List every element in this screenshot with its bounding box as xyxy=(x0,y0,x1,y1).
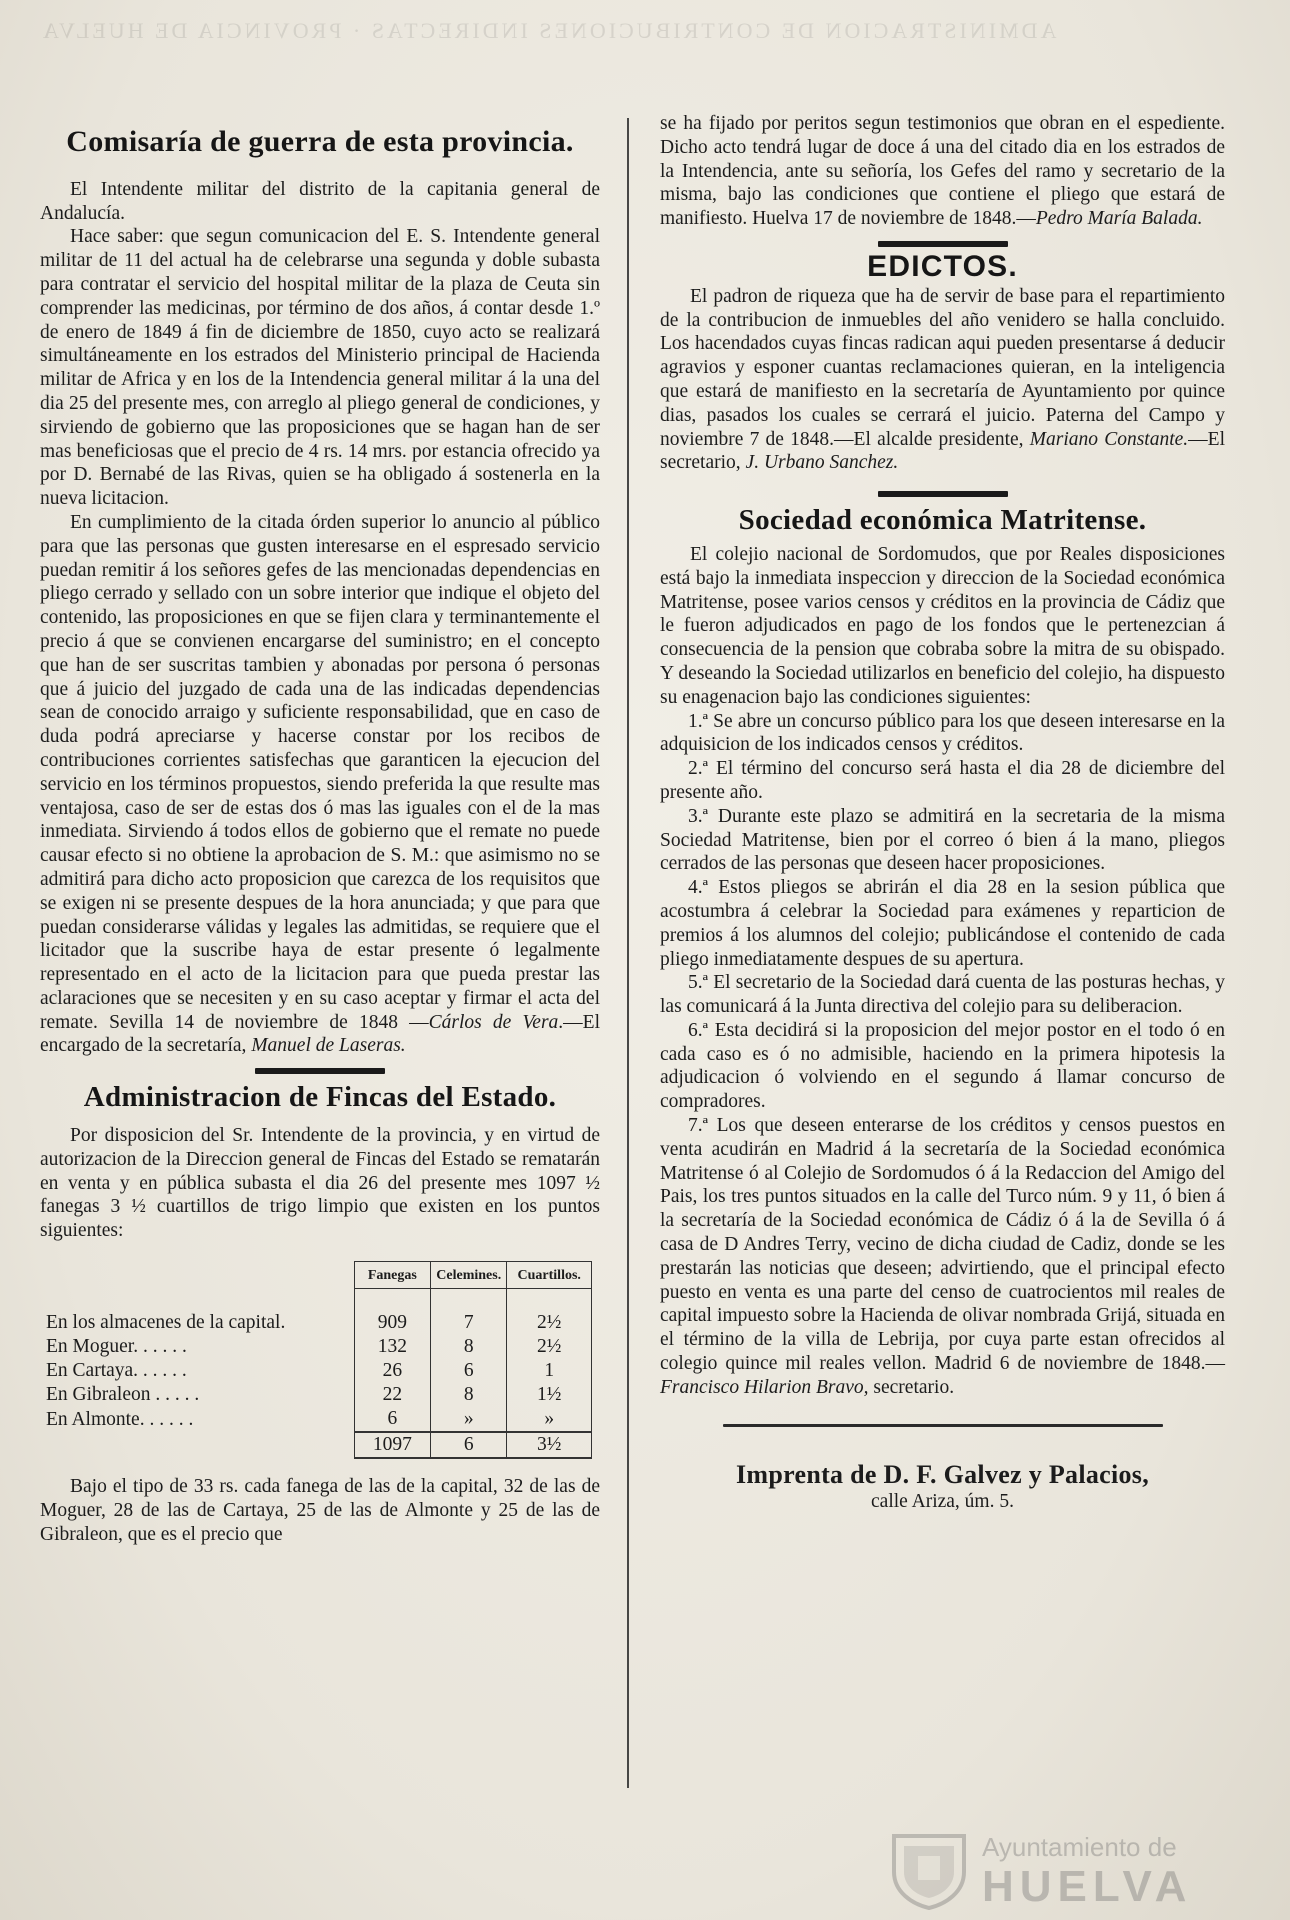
section-title-sociedad: Sociedad económica Matritense. xyxy=(738,504,1147,537)
signature-francisco-hilarion-bravo: Francisco Hilarion Bravo, xyxy=(660,1376,869,1398)
archive-watermark xyxy=(888,1830,1278,1910)
imprint-name: Imprenta de D. F. Galvez y Palacios, xyxy=(735,1459,1150,1489)
imprint-rule xyxy=(723,1424,1163,1427)
signature-manuel-de-laseras: Manuel de Laseras. xyxy=(251,1035,406,1057)
condition-item: 5.ª El secretario de la Sociedad dará cuenta de las posturas hechas, y las comunicará á la Junta directiva del colejio para su deliberacion. xyxy=(660,972,1225,1018)
city-shield-icon xyxy=(888,1832,970,1910)
condition-item: 3.ª Durante este plazo se admitirá en la secretaria de la misma Sociedad Matritense, bien por el correo ó bien á la mano, pliegos cerrados de las personas que deseen hacer proposiciones. xyxy=(660,805,1225,875)
right-column xyxy=(660,112,1225,1514)
edictos-paragraph: El padron de riqueza que ha de servir de base para el repartimiento de la contribucion de inmuebles del año venidero se halla concluido. Los hacendados cuyas fincas radican aqui pueden presentarse á deducir agravios y esponer cuantas reclamaciones quieran, en la inteligencia que estará de manifiesto en la secretaría de Ayuntamiento por quince dias, pasados los cuales se cerrará el juicio. Paterna del Campo y noviembre 7 de 1848.—El alcalde presidente, Mariano Constante.—El secretario, J. Urbano Sanchez. xyxy=(660,285,1225,474)
table-row: En Cartaya. . . . . . 26 6 1 xyxy=(44,1359,592,1383)
condition-item: 2.ª El término del concurso será hasta el dia 28 de diciembre del presente año. xyxy=(660,758,1225,803)
comisaria-intro: El Intendente militar del distrito de la capitania general de Andalucía. xyxy=(40,178,600,224)
table-total-row: 1097 6 3½ xyxy=(44,1432,592,1458)
section-rule xyxy=(878,491,1008,497)
column-divider xyxy=(627,118,629,1788)
comisaria-paragraph-2: En cumplimiento de la citada órden superior lo anuncio al público para que las personas que gusten interesarse en el espresado servicio puedan remitir á los señores gefes de las mencionadas dependencias en pliego cerrado y sellado con un sobre interior que indique el objeto del contenido, las proposiciones en que se fijen clara y terminantemente el precio á que se convienen encargarse del suministro; en el concepto que han de ser suscritas tambien y abonadas por persona ó personas que á juicio del juzgado de cada una de las indicadas dependencias sean de conocido arraigo y suficiente responsabilidad, que en caso de duda podrá apreciarse y hacerse constar por los recibos de contribuciones corrientes satisfechas que garanticen la ejecucion del servicio en los términos propuestos, siendo preferida la que resulte mas ventajosa, caso de ser de estas dos ó mas las iguales con el de la mas inmediata. Sirviendo á todos ellos de gobierno que el remate no puede causar efecto si no obtiene la aprobacion de S. M.: que asimismo no se admitirá para dicho acto proposicion que carezca de los requisitos que se exigen ni se presente despues de la hora anunciada; y que para que puedan considerarse válidas y legales las admitidas, se requiere que el licitador que la suscribe haya de estar presente ó legalmente representado en el acto de la licitacion para que pueda prestar las aclaraciones que se necesiten y en su caso aceptar y firmar el acta del remate. Sevilla 14 de noviembre de 1848 —Cárlos de Vera.—El encargado de la secretaría, Manuel de Laseras. xyxy=(40,511,600,1057)
section-title-fincas: Administracion de Fincas del Estado. xyxy=(83,1081,557,1114)
fincas-paragraph-2: Bajo el tipo de 33 rs. cada fanega de las de la capital, 32 de las de Moguer, 28 de las de Cartaya, 25 de las de Almonte y 25 de las de Gibraleon, que es el precio que xyxy=(40,1476,600,1545)
condition-item: 1.ª Se abre un concurso público para los que deseen interesarse en la adquisicion de los indicados censos y créditos. xyxy=(660,710,1225,756)
condition-item: 4.ª Estos pliegos se abrirán el dia 28 en la sesion pública que acostumbra á celebrar la Sociedad para exámenes y reparticion de premios á los alumnos del colejio; publicándose el contenido de cada pliego inmediatamente despues de su apertura. xyxy=(660,877,1225,970)
fincas-continuation: se ha fijado por peritos segun testimonios que obran en el espediente. Dicho acto tendrá lugar de doce á una del citado dia en los estrados de la Intendencia, ante su señoría, los Gefes del ramo y secretario de la misma, bajo las condiciones que contiene el pliego que estará de manifiesto. Huelva 17 de noviembre de 1848.—Pedro María Balada. xyxy=(660,113,1225,230)
table-header-celemines: Celemines. xyxy=(431,1262,507,1289)
table-row: En Moguer. . . . . . 132 8 2½ xyxy=(44,1335,592,1359)
watermark-line-1: Ayuntamiento de xyxy=(982,1832,1177,1862)
signature-mariano-constante: Mariano Constante. xyxy=(1029,428,1189,450)
table-header-fanegas: Fanegas xyxy=(354,1262,430,1289)
section-rule xyxy=(878,241,1008,247)
section-title-comisaria: Comisaría de guerra de esta provincia. xyxy=(66,125,574,158)
section-title-edictos: EDICTOS. xyxy=(867,249,1018,283)
condition-item: 7.ª Los que deseen enterarse de los créditos y censos puestos en venta acudirán en Madrid á la secretaría de la Sociedad económica Matritense ó al Colejio de Sordomudos ó á la Redaccion del Amigo del Pais, los tres puntos situados en la calle del Turco núm. 9 y 11, ó bien á la secretaría de la Sociedad económica de Cádiz ó á la de Sevilla ó á casa de D Andres Terry, vecino de dicha ciudad de Cadiz, donde se les prestarán las noticias que deseen; advirtiendo, que el principal efecto puesto en venta es una parte del censo de cuatrocientos mil reales de capital impuesto sobre la Hacienda de olivar nombrada Grijá, situada en el término de la villa de Lebrija, por cuya parte estan ofrecidos al colegio quince mil reales vellon. Madrid 6 de noviembre de 1848.—Francisco Hilarion Bravo, secretario. xyxy=(660,1115,1225,1398)
left-column xyxy=(40,118,600,1546)
signature-pedro-maria-balada: Pedro María Balada. xyxy=(1035,208,1203,230)
fincas-paragraph-1: Por disposicion del Sr. Intendente de la provincia, y en virtud de autorizacion de la Direccion general de Fincas del Estado se rematarán en venta y en pública subasta el dia 26 del presente mes 1097 ½ fanegas 3 ½ cuartillos de trigo limpio que existen en los puntos siguientes: xyxy=(40,1125,600,1242)
section-rule xyxy=(255,1068,385,1074)
imprint-address: calle Ariza, úm. 5. xyxy=(871,1491,1014,1513)
signature-carlos-de-vera: Cárlos de Vera xyxy=(428,1011,559,1033)
grain-table xyxy=(44,1261,592,1459)
condition-item: 6.ª Esta decidirá si la proposicion del mejor postor en el todo ó en cada caso es ó no admisible, haciendo en la primera hipotesis la adjudicacion ó volviendo en el segundo á llamar concurso de compradores. xyxy=(660,1019,1225,1113)
signature-urbano-sanchez: J. Urbano Sanchez. xyxy=(745,452,899,474)
table-row: En Gibraleon . . . . . 22 8 1½ xyxy=(44,1383,592,1407)
table-row: En Almonte. . . . . . 6 » » xyxy=(44,1407,592,1432)
table-header-cuartillos: Cuartillos. xyxy=(507,1262,592,1289)
comisaria-paragraph-1: Hace saber: que segun comunicacion del E. S. Intendente general militar de 11 del actual ha de celebrarse una segunda y doble subasta para contratar el servicio del hospital militar de la plaza de Ceuta sin comprender las medicinas, por término de dos años, á contar desde 1.º de enero de 1849 á fin de diciembre de 1850, cuyo acto se realizará simultáneamente en los estrados del Ministerio principal de Hacienda militar de Africa y en los de la Intendencia general militar á la una del dia 25 del presente mes, con arreglo al pliego general de condiciones, y sirviendo de gobierno que las proposiciones que se hagan han de ser mas beneficiosas que el precio de 4 rs. 14 mrs. por estancia ofrecido ya por D. Bernabé de las Rivas, quien se ha obligado á sostenerla en la nueva licitacion. xyxy=(40,226,600,510)
watermark-line-2: HUELVA xyxy=(982,1862,1193,1911)
bleed-through-text: ADMINISTRACION DE CONTRIBUCIONES INDIRECTAS · PROVINCIA DE HUELVA xyxy=(40,18,1057,43)
table-row: En los almacenes de la capital. 909 7 2½ xyxy=(44,1311,592,1335)
sociedad-intro: El colejio nacional de Sordomudos, que por Reales disposiciones está bajo la inmediata inspeccion y direccion de la Sociedad económica Matritense, posee varios censos y créditos en la provincia de Cádiz que le fueron adjudicados en pago de los fondos que le pertenezcian á consecuencia de la pension que cobraba sobre la mitra de su obispado. Y deseando la Sociedad utilizarlos en beneficio del colejio, ha dispuesto su enagenacion bajo las condiciones siguientes: xyxy=(660,543,1225,708)
